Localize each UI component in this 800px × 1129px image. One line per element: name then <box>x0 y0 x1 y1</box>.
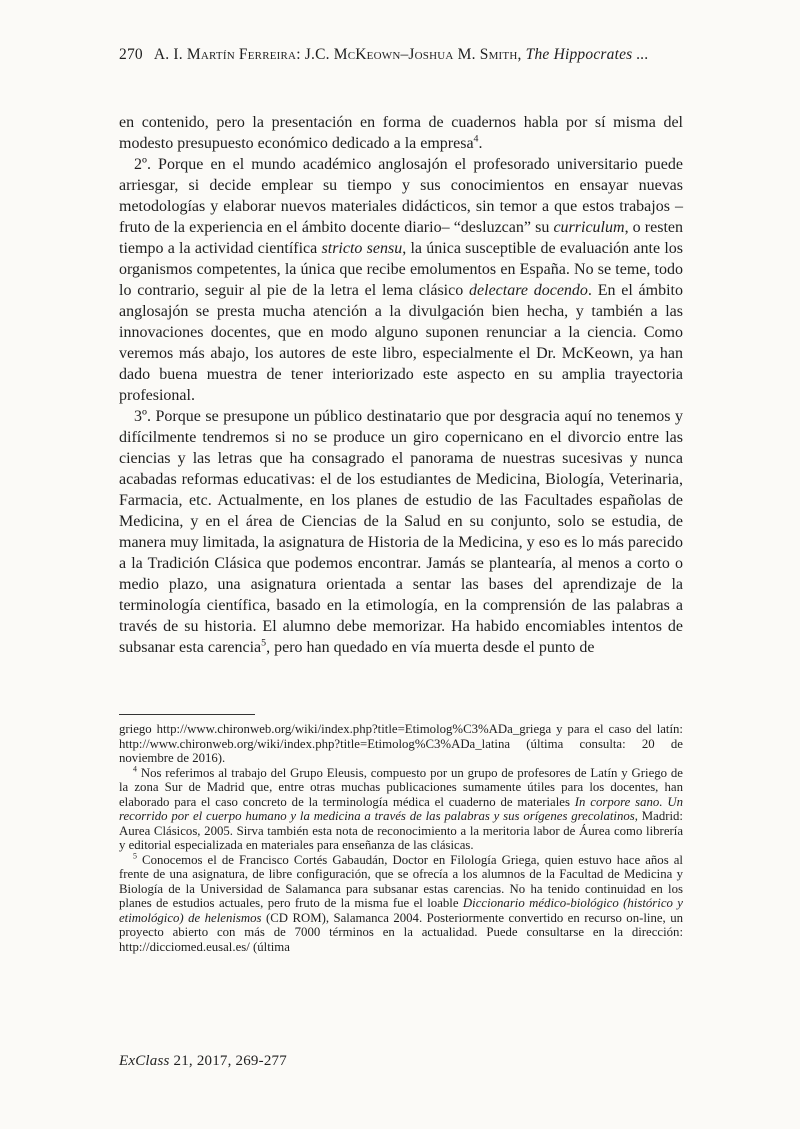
page-number: 270 <box>119 46 143 63</box>
body-text <box>119 112 683 658</box>
footnote-continuation: griego http://www.chironweb.org/wiki/index.php?title=Etimolog%C3%ADa_griega y para el caso del latín: http://www.chironweb.org/wiki/index.php?title=Etimolog%C3%ADa_latina (última consulta: 20 de noviembre de 2016). <box>119 722 683 765</box>
footnote-4: $^4$ Nos referimos al trabajo del Grupo Eleusis, compuesto por un grupo de profesores de Latín y Griego de la zona Sur de Madrid que, entre otras muchas publicaciones sumamente útiles para los docentes, han elaborado para el caso concreto de la terminología médica el cuaderno de materiales In corpore sano. Un recorrido por el cuerpo humano y la medicina a través de las palabras y sus orígenes grecolatinos, Madrid: Aurea Clásicos, 2005. Sirva también esta nota de reconocimiento a la meritoria labor de Áurea como librería y editorial especializada en materiales para enseñanza de las clásicas. <box>119 764 683 852</box>
paragraph-third-point: 3º. Porque se presupone un público destinatario que por desgracia aquí no tenemos y difícilmente tendremos si no se produce un giro copernicano en el divorcio entre las ciencias y las letras que ha consagrado el panorama de nuestras sucesivas y nunca acabadas reformas educativas: el de los estudiantes de Medicina, Biología, Veterinaria, Farmacia, etc. Actualmente, en los planes de estudio de las Facultades españolas de Medicina, y en el área de Ciencias de la Salud en su conjunto, solo se estudia, de manera muy limitada, la asignatura de Historia de la Medicina, y eso es lo más parecido a la Tradición Clásica que podemos encontrar. Jamás se plantearía, al menos a corto o medio plazo, una asignatura orientada a sentar las bases del aprendizaje de la terminología científica, basado en la etimología, en la comprensión de las palabras a través de su historia. El alumno debe memorizar. Ha habido encomiables intentos de subsanar esta carencia$^5$, pero han quedado en vía muerta desde el punto de <box>119 408 683 656</box>
footnote-separator <box>119 714 255 715</box>
footnotes <box>119 722 683 954</box>
running-title: A. I. Martín Ferreira: J.C. McKeown–Joshua M. Smith, The Hippocrates ... <box>153 46 649 63</box>
paragraph-continuation: en contenido, pero la presentación en forma de cuadernos habla por sí misma del modesto presupuesto económico dedicado a la empresa$^4$. <box>119 114 683 152</box>
page-footer <box>119 1053 287 1070</box>
paragraph-second-point: 2º. Porque en el mundo académico anglosajón el profesorado universitario puede arriesgar, si decide emplear su tiempo y sus conocimientos en ensayar nuevas metodologías y elaborar nuevos materiales didácticos, sin temor a que estos trabajos –fruto de la experiencia en el ámbito docente diario– “desluzcan” su curriculum, o resten tiempo a la actividad científica stricto sensu, la única susceptible de evaluación ante los organismos competentes, la única que recibe emolumentos en España. No se teme, todo lo contrario, seguir al pie de la letra el lema clásico delectare docendo. En el ámbito anglosajón se presta mucha atención a la divulgación bien hecha, y también a las innovaciones docentes, que en modo alguno suponen renunciar a la ciencia. Como veremos más abajo, los autores de este libro, especialmente el Dr. McKeown, ya han dado buena muestra de tener interiorizado este aspecto en su amplia trayectoria profesional. <box>119 156 684 404</box>
page-header <box>119 46 683 64</box>
journal-citation: ExClass 21, 2017, 269-277 <box>119 1053 287 1069</box>
footnote-5: $^5$ Conocemos el de Francisco Cortés Gabaudán, Doctor en Filología Griega, quien estuvo hace años al frente de una asignatura, de libre configuración, que se ofrecía a los alumnos de la Facultad de Medicina y Biología de la Universidad de Salamanca para subsanar estas carencias. No ha tenido continuidad en los planes de estudios actuales, pero fruto de la misma fue el loable Diccionario médico-biológico (histórico y etimológico) de helenismos (CD ROM), Salamanca 2004. Posteriormente convertido en recurso on-line, un proyecto abierto con más de 7000 términos en la actualidad. Puede consultarse en la dirección: http://dicciomed.eusal.es/ (última <box>119 851 683 954</box>
